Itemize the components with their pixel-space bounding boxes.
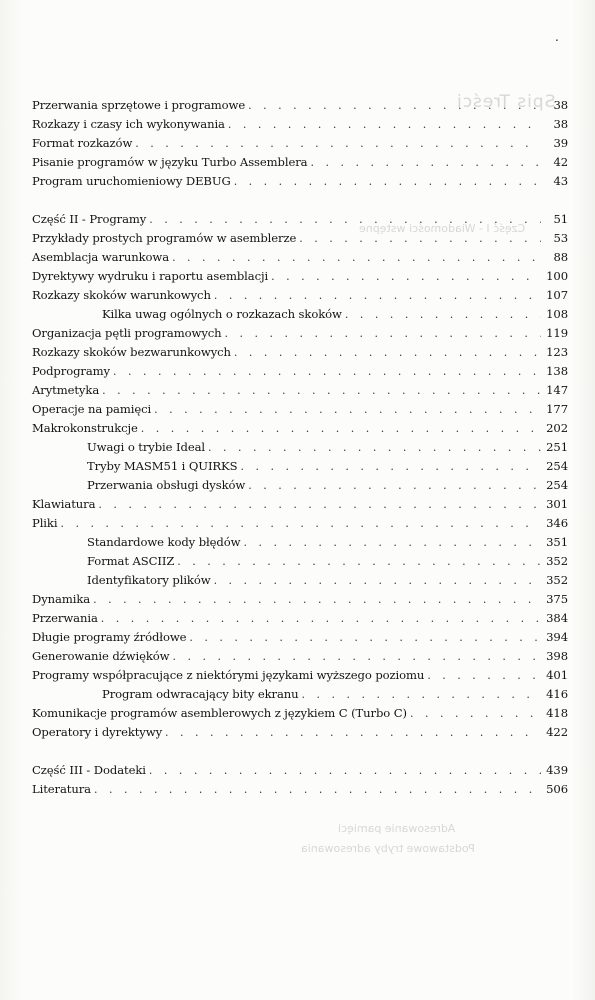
toc-spacer (32, 191, 568, 210)
toc-page-number: 119 (546, 326, 568, 340)
dot-leader (154, 400, 541, 419)
toc-entry-title: Program uruchomieniowy DEBUG (32, 174, 231, 188)
dot-leader (345, 305, 541, 324)
toc-entry (32, 628, 568, 647)
toc-entry-title: Rozkazy skoków bezwarunkowych (32, 345, 231, 359)
toc-entry (32, 229, 568, 248)
dot-leader (135, 134, 541, 153)
toc-entry (32, 647, 568, 666)
toc-entry (32, 115, 568, 134)
toc-entry-title: Podprogramy (32, 364, 110, 378)
toc-entry-title: Program odwracający bity ekranu (102, 687, 299, 701)
toc-page-number: 394 (546, 630, 568, 644)
toc-entry (32, 172, 568, 191)
dot-leader (113, 362, 541, 381)
bleed-through-line: Podstawowe tryby adresowania (301, 842, 475, 855)
toc-entry (32, 514, 568, 533)
dot-leader (234, 172, 541, 191)
toc-page-number: 108 (546, 307, 568, 321)
toc-entry-title: Programy współpracujące z niektórymi językami wyższego poziomu (32, 668, 425, 682)
toc-entry-title: Operacje na pamięci (32, 402, 152, 416)
bleed-through-line: Adresowanie pamięci (337, 822, 455, 835)
toc-entry (32, 343, 568, 362)
toc-page-number: 351 (546, 535, 568, 549)
dot-leader (427, 666, 541, 685)
dot-leader (243, 533, 541, 552)
toc-entry-title: Operatory i dyrektywy (32, 725, 163, 739)
toc-page-number: 38 (553, 117, 568, 131)
toc-entry (32, 685, 568, 704)
toc-entry-title: Przerwania obsługi dysków (87, 478, 246, 492)
toc-page-number: 422 (546, 725, 568, 739)
toc-page-number: 42 (553, 155, 568, 169)
toc-entry-title: Arytmetyka (32, 383, 100, 397)
toc-page-number: 100 (546, 269, 568, 283)
toc-entry-title: Część II - Programy (32, 212, 147, 226)
dot-leader (149, 761, 541, 780)
toc-page-number: 506 (546, 782, 568, 796)
toc-page-number: 439 (546, 763, 568, 777)
toc-page-number: 53 (553, 231, 568, 245)
toc-page-number: 39 (553, 136, 568, 150)
toc-entry-title: Część III - Dodateki (32, 763, 146, 777)
toc-entry (32, 381, 568, 400)
dot-leader (101, 609, 541, 628)
toc-entry-title: Przerwania sprzętowe i programowe (32, 98, 246, 112)
toc-entry (32, 704, 568, 723)
dot-leader (177, 552, 541, 571)
toc-entry (32, 362, 568, 381)
toc-page-number: 398 (546, 649, 568, 663)
dot-leader (93, 590, 541, 609)
dot-leader (60, 514, 541, 533)
toc-entry-title: Standardowe kody błędów (87, 535, 241, 549)
toc-page-number: 346 (546, 516, 568, 530)
toc-page-number: 401 (546, 668, 568, 682)
dot-leader (311, 153, 542, 172)
toc-page-number: 251 (546, 440, 568, 454)
bleed-through-line: Część I - Wiadomości wstępne (358, 222, 525, 235)
dot-leader (234, 343, 541, 362)
toc-entry (32, 476, 568, 495)
toc-page-number: 107 (546, 288, 568, 302)
toc-entry-title: Długie programy źródłowe (32, 630, 187, 644)
toc-entry (32, 495, 568, 514)
toc-entry (32, 590, 568, 609)
toc-entry-title: Kilka uwag ogólnych o rozkazach skoków (102, 307, 342, 321)
toc-entry (32, 723, 568, 742)
toc-entry-title: Generowanie dźwięków (32, 649, 170, 663)
toc-entry (32, 780, 568, 799)
dot-leader (240, 457, 541, 476)
dot-leader (165, 723, 541, 742)
toc-page-number: 418 (546, 706, 568, 720)
toc-entry (32, 666, 568, 685)
toc-entry-title: Rozkazy i czasy ich wykonywania (32, 117, 225, 131)
dot-leader (248, 476, 541, 495)
toc-entry-title: Literatura (32, 782, 91, 796)
toc-entry-title: Asemblacja warunkowa (32, 250, 170, 264)
dot-leader (98, 495, 541, 514)
toc-entry-title: Przykłady prostych programów w asemblerze (32, 231, 297, 245)
toc-entry-title: Format rozkazów (32, 136, 133, 150)
dot-leader (248, 96, 541, 115)
toc-entry (32, 457, 568, 476)
toc-page-number: 123 (546, 345, 568, 359)
toc-page-number: 43 (553, 174, 568, 188)
table-of-contents (32, 96, 568, 799)
toc-entry (32, 533, 568, 552)
toc-entry (32, 286, 568, 305)
toc-spacer (32, 742, 568, 761)
dot-leader (214, 571, 541, 590)
toc-entry (32, 438, 568, 457)
toc-entry-title: Format ASCIIZ (87, 554, 175, 568)
toc-entry-title: Rozkazy skoków warunkowych (32, 288, 211, 302)
toc-entry-title: Dyrektywy wydruku i raportu asemblacji (32, 269, 269, 283)
toc-page-number: 147 (546, 383, 568, 397)
toc-entry-title: Pliki (32, 516, 58, 530)
dot-leader (410, 704, 541, 723)
toc-page-number: 301 (546, 497, 568, 511)
toc-entry (32, 153, 568, 172)
toc-entry (32, 324, 568, 343)
toc-entry (32, 400, 568, 419)
toc-page-number: 352 (546, 554, 568, 568)
toc-page-number: 177 (546, 402, 568, 416)
toc-page-number: 352 (546, 573, 568, 587)
dot-leader (189, 628, 541, 647)
toc-entry-title: Klawiatura (32, 497, 96, 511)
toc-entry (32, 134, 568, 153)
toc-entry (32, 267, 568, 286)
toc-page-number: 375 (546, 592, 568, 606)
dot-leader (172, 248, 541, 267)
toc-entry-title: Komunikacje programów asemblerowych z językiem C (Turbo C) (32, 706, 407, 720)
toc-page-number: 416 (546, 687, 568, 701)
toc-entry-title: Tryby MASM51 i QUIRKS (87, 459, 238, 473)
toc-part-heading (32, 761, 568, 780)
toc-page-number: 384 (546, 611, 568, 625)
dot-leader (271, 267, 541, 286)
dot-leader (172, 647, 541, 666)
dot-leader (225, 324, 541, 343)
dot-leader (102, 381, 541, 400)
toc-entry-title: Makrokonstrukcje (32, 421, 138, 435)
toc-entry-title: Pisanie programów w języku Turbo Assemblera (32, 155, 308, 169)
dot-leader (149, 210, 541, 229)
toc-entry (32, 609, 568, 628)
toc-page-number: 38 (553, 98, 568, 112)
toc-entry-title: Identyfikatory plików (87, 573, 211, 587)
toc-entry (32, 419, 568, 438)
toc-page-number: 88 (553, 250, 568, 264)
toc-entry-title: Organizacja pętli programowych (32, 326, 222, 340)
toc-entry (32, 571, 568, 590)
toc-page-number: 202 (546, 421, 568, 435)
toc-entry-title: Przerwania (32, 611, 98, 625)
toc-entry (32, 305, 568, 324)
toc-entry (32, 96, 568, 115)
dot-leader (214, 286, 541, 305)
toc-page-number: 138 (546, 364, 568, 378)
toc-page-number: 254 (546, 478, 568, 492)
dot-leader (94, 780, 541, 799)
toc-page-number: 51 (553, 212, 568, 226)
toc-entry-title: Uwagi o trybie Ideal (87, 440, 205, 454)
toc-page-number: 254 (546, 459, 568, 473)
toc-entry (32, 552, 568, 571)
page-marker: . (555, 30, 559, 44)
dot-leader (228, 115, 541, 134)
dot-leader (208, 438, 541, 457)
dot-leader (141, 419, 541, 438)
bleed-through-title: Spis Treści (455, 92, 555, 112)
dot-leader (302, 685, 542, 704)
toc-entry (32, 248, 568, 267)
dot-leader (299, 229, 541, 248)
toc-entry-title: Dynamika (32, 592, 91, 606)
toc-part-heading (32, 210, 568, 229)
